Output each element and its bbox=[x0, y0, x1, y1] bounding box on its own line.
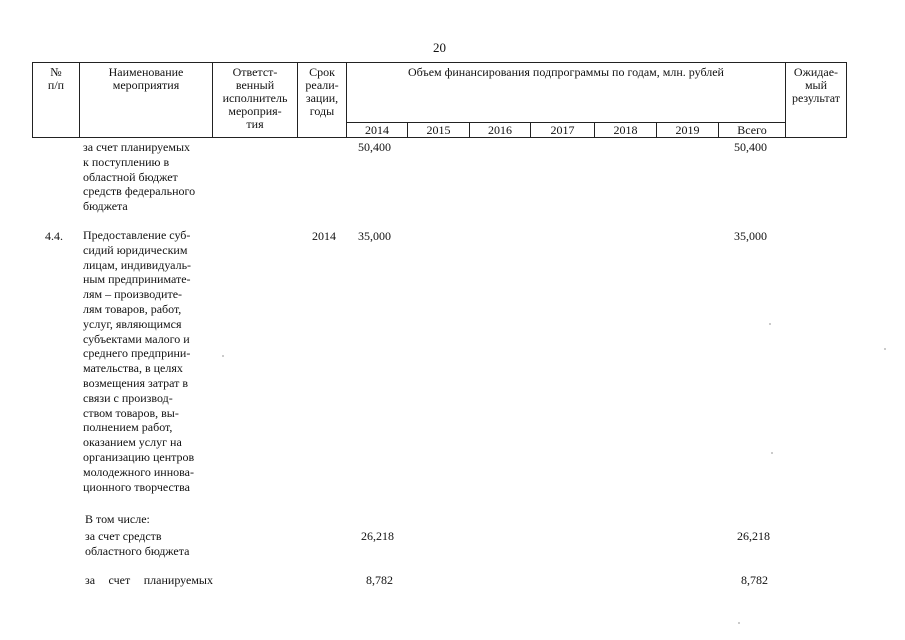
year-total: Всего bbox=[737, 123, 767, 137]
header-result bbox=[786, 66, 846, 105]
row-planned-2014: 8,782 bbox=[366, 573, 393, 587]
year-2014: 2014 bbox=[365, 123, 389, 137]
header-name bbox=[80, 66, 212, 92]
page-number: 20 bbox=[433, 40, 446, 55]
row-federal-total: 50,400 bbox=[734, 140, 767, 154]
row-planned-name-text: за счет планируемых bbox=[85, 573, 213, 587]
row-4-4-term: 2014 bbox=[312, 229, 336, 243]
row-regional-2014: 26,218 bbox=[361, 529, 394, 543]
header-responsible bbox=[213, 66, 297, 131]
row-regional-name-text: за счет средств областного бюджета bbox=[85, 529, 190, 558]
row-4-4-total: 35,000 bbox=[734, 229, 767, 243]
row-including: В том числе: bbox=[85, 512, 150, 526]
header-term-text: Срок реали- зации, годы bbox=[305, 65, 339, 118]
row-regional-total: 26,218 bbox=[737, 529, 770, 543]
year-2018: 2018 bbox=[613, 123, 638, 137]
row-4-4-name-text: Предоставление суб- сидий юридическим лицам, индивидуаль- ным предпринимате- лям – производите- лям товаров, работ, услуг, являющимся субъектами малого и среднего предприни- мательства, в целях возмещения затрат в связи с производ- ством товаров, вы- полнением работ, оказанием услуг на организацию центров молодежного иннова- ционного творчества bbox=[83, 228, 195, 494]
header-financing bbox=[347, 66, 785, 79]
row-federal-name bbox=[83, 140, 213, 214]
row-regional-name bbox=[85, 529, 215, 559]
header-result-text: Ожидае- мый результат bbox=[791, 65, 841, 105]
row-4-4-name bbox=[83, 228, 212, 494]
row-4-4-2014: 35,000 bbox=[358, 229, 391, 243]
row-planned-name bbox=[85, 573, 213, 588]
header-name-text: Наименование мероприятия bbox=[108, 65, 184, 92]
row-planned-total: 8,782 bbox=[741, 573, 768, 587]
header-financing-text: Объем финансирования подпрограммы по годам, млн. рублей bbox=[408, 65, 724, 79]
row-federal-name-text: за счет планируемых к поступлению в областной бюджет средств федерального бюджета bbox=[83, 140, 196, 214]
year-2017: 2017 bbox=[550, 123, 575, 137]
row-4-4-num: 4.4. bbox=[45, 229, 63, 243]
year-2019: 2019 bbox=[675, 123, 700, 137]
header-responsible-text: Ответст- венный исполнитель мероприя- тия bbox=[222, 65, 288, 131]
year-2015: 2015 bbox=[426, 123, 451, 137]
header-num-text: № п/п bbox=[47, 65, 65, 92]
header-num bbox=[33, 66, 79, 92]
row-federal-2014: 50,400 bbox=[358, 140, 391, 154]
header-term bbox=[298, 66, 346, 118]
year-2016: 2016 bbox=[488, 123, 512, 137]
